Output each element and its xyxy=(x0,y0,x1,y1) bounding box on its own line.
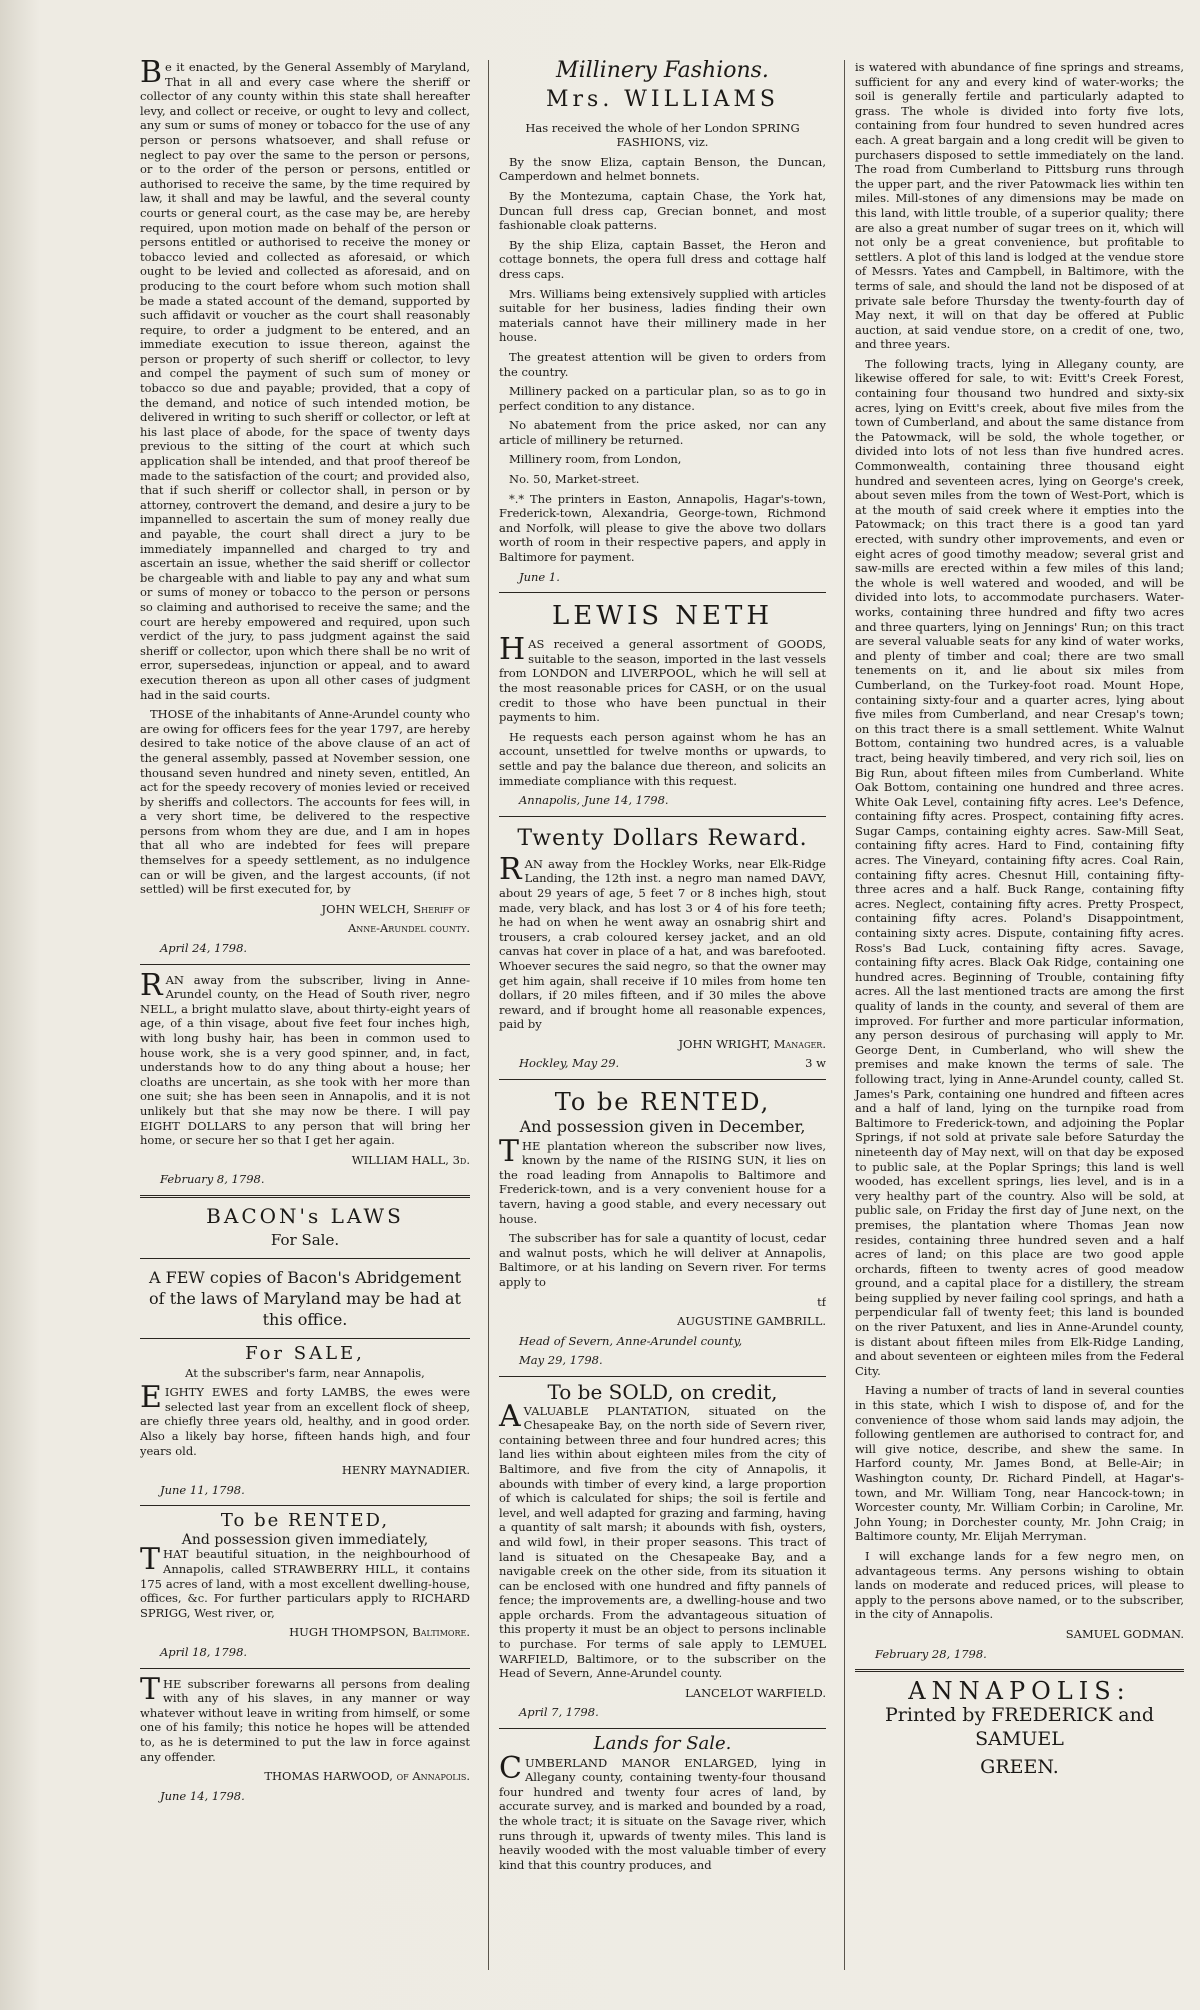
rent-text: THAT beautiful situation, in the neighbourhood of Annapolis, called STRAWBERRY HILL, it contains 175 acres of land, with a most excellent dwelling-house, offices, &c. For further particulars apply to RICHARD SPRIGG, West river, or, xyxy=(140,1542,470,1620)
neth-text: He requests each person against whom he has an account, unsettled for twelve months or upwards, to settle and pay the balance due thereon, and solicits an immediate compliance with this request. xyxy=(499,729,826,788)
sale-subtitle: At the subscriber's farm, near Annapolis, xyxy=(185,1365,425,1380)
sale-text: EIGHTY EWES and forty LAMBS, the ewes were selected last year from an excellent flock of sheep, are chiefly three years old, healthy, and in good order. Also a likely bay horse, fifteen hands high, and four years old. xyxy=(140,1380,470,1458)
insertion-mark: 3 w xyxy=(805,1056,826,1071)
column-3 xyxy=(844,60,1184,1970)
millinery-text: *.* The printers in Easton, Annapolis, Hagar's-town, Frederick-town, Alexandria, George-town, Richmond and Norfolk, will please to give the above two dollars worth of room in their respective papers, and apply in Baltimore for payment. xyxy=(499,491,826,565)
act-text: Be it enacted, by the General Assembly of Maryland, That in all and every case where the sheriff or collector of any county within this state shall hereafter levy, and collect or receive, or ought to levy and collect, any sum or sums of money or tobacco for the use of any person or persons whatsoever, and shall refuse or neglect to pay over the same to the person or persons, or to the order of the person or persons, entitled or authorised to receive the same, by the time required by law, it shall and may be lawful, and the several county courts or general court, as the case may be, are hereby required, upon motion made on behalf of the person or persons entitled or authorised to receive the money or tobacco levied and collected as aforesaid, or which ought to be levied and collected as aforesaid, and on producing to the court before whom such motion shall be made a stated account of the demand, supported by such affidavit or voucher as the court shall reasonably require, to order a judgment to be entered, and an immediate execution to issue thereon, against the person or property of such sheriff or collector, to levy and compel the payment of such sum of money or tobacco so due and payable; provided, that a copy of the demand, and notice of such intended motion, be delivered in writing to such sheriff or collector, or left at his last place of abode, for the space of twenty days previous to the sitting of the court at which such application shall be intended, and that proof thereof be made to the satisfaction of the court; and provided also, that if such sheriff or collector shall, in person or by attorney, controvert the demand, and desire a jury to be impannelled to ascertain the sum of money really due and payable, the court shall direct a jury to be immediately impannelled and charged to try and ascertain an issue, whether the said sheriff or collector be chargeable with and liable to pay any and what sum or sums of money or tobacco to the person or persons so claiming and authorised to receive the same; and the court are hereby empowered and required, upon such verdict of the jury, to pass judgment against the said sheriff or collector, upon which there shall be no writ of error, supersedeas, injunction or appeal, and to award execution thereon as upon all other cases of judgment had in the said courts. xyxy=(140,60,470,702)
neth-title: LEWIS NETH xyxy=(551,601,774,632)
millinery-text: Millinery room, from London, xyxy=(509,452,682,467)
signature: Anne-Arundel county. xyxy=(347,921,470,936)
millinery-title: Millinery Fashions. xyxy=(556,60,769,83)
divider xyxy=(499,1376,826,1377)
runaway-notice: RAN away from the subscriber, living in Anne-Arundel county, on the Head of South river, negro NELL, a bright mulatto slave, about thirty-eight years of age, of a thin visage, about five feet four inches high, with long bushy hair, has been in common used to house work, she is a very good spinner, and, in fact, understands how to do any thing about a house; her cloaths are uncertain, as she took with her more than one suit; she has been seen in Annapolis, and it is not unlikely but that she may now be there. I will pay EIGHT DOLLARS to any person that will bring her home, or secure her so that I get her again. xyxy=(140,967,470,1148)
millinery-text: The greatest attention will be given to orders from the country. xyxy=(499,349,826,379)
divider xyxy=(140,1505,470,1506)
millinery-text: By the ship Eliza, captain Basset, the Heron and cottage bonnets, the opera full dress and cottage half dress caps. xyxy=(499,237,826,281)
reward-title: Twenty Dollars Reward. xyxy=(517,825,808,851)
millinery-name: Mrs. WILLIAMS xyxy=(545,86,780,112)
date-line: June 14, 1798. xyxy=(160,1788,245,1803)
neth-text: HAS received a general assortment of GOODS, suitable to the season, imported in the last vessels from LONDON and LIVERPOOL, which he will sell at the most reasonable prices for CASH, or on the usual credit to those who have been punctual in their payments to him. xyxy=(499,632,826,725)
lands-continued: is watered with abundance of fine springs and streams, sufficient for any and every kind of water-works; the soil is generally fertile and particularly adapted to grass. The whole is divided into forty five lots, containing from four hundred to seven hundred acres each. A great bargain and a long credit will be given to purchasers disposed to settle immediately on the land. The road from Cumberland to Pittsburg runs through the upper part, and the river Patowmack lies within ten miles. Mill-stones of any dimensions may be made on this land, with little trouble, of a superior quality; there are also a great number of sugar trees on it, which will not only be a great convenience, but profitable to settlers. A plot of this land is lodged at the vendue store of Messrs. Yates and Campbell, in Baltimore, with the terms of sale, and should the land not be disposed of at private sale before Thursday the twenty-fourth day of May next, it will on that day be offered at Public auction, at said vendue store, on a credit of one, two, and three years. xyxy=(855,60,1184,352)
rent-subtitle: And possession given immediately, xyxy=(181,1531,429,1548)
sale-title: For SALE, xyxy=(245,1342,365,1364)
signature: JOHN WRIGHT, Manager. xyxy=(678,1036,826,1051)
signature: WILLIAM HALL, 3d. xyxy=(351,1152,470,1167)
lands-continued: Having a number of tracts of land in several counties in this state, which I wish to dispose of, and for the convenience of those whom said lands may adjoin, the following gentlemen are authorised to contract for, and will give notice, describe, and shew the same. In Harford county, Mr. James Bond, at Belle-Air; in Washington county, Dr. Richard Pindell, at Hagar's-town, and Mr. William Tong, near Hancock-town; in Worcester county, Mr. William Corbin; in Caroline, Mr. John Young; in Dorchester county, Mr. John Craig; in Baltimore county, Mr. Elijah Merryman. xyxy=(855,1383,1184,1544)
sold-text: AVALUABLE PLANTATION, situated on the Chesapeake Bay, on the north side of Severn river, containing between three and four hundred acres; this land lies within about eighteen miles from the city of Baltimore, and five from the city of Annapolis, it abounds with timber of every kind, a large proportion of which is calculated for ships; the soil is fertile and level, and well adapted for grazing and farming, having a quantity of salt marsh; it abounds with fish, oysters, and wild fowl, in their proper seasons. This tract of land is situated on the Chesapeake Bay, and a navigable creek on the other side, from its situation it can be enclosed with one hundred and fifty pannels of fence; the improvements are, a dwelling-house and two apple orchards. From the advantageous situation of this property it must be an object to persons inclinable to purchase. For terms of sale apply to LEMUEL WARFIELD, Baltimore, or to the subscriber on the Head of Severn, Anne-Arundel county. xyxy=(499,1398,826,1681)
millinery-text: No abatement from the price asked, nor can any article of millinery be returned. xyxy=(499,418,826,447)
lands-continued: I will exchange lands for a few negro men, on advantageous terms. Any persons wishing to obtain lands on moderate and reduced prices, will please to apply to the persons above named, or to the subscriber, in the city of Annapolis. xyxy=(855,1548,1184,1622)
lands-title: Lands for Sale. xyxy=(593,1733,732,1755)
sold-title: To be SOLD, on credit, xyxy=(547,1379,778,1404)
imprint-line: Printed by FREDERICK and SAMUEL xyxy=(885,1703,1154,1750)
rent-title: To be RENTED, xyxy=(220,1510,390,1532)
date-line: Head of Severn, Anne-Arundel county, xyxy=(519,1333,743,1348)
divider xyxy=(499,816,826,817)
signature: LANCELOT WARFIELD. xyxy=(685,1685,826,1700)
millinery-text: Millinery packed on a particular plan, so as to go in perfect condition to any distance. xyxy=(499,384,826,413)
signature: JOHN WELCH, Sheriff of xyxy=(321,901,470,916)
date-line: Annapolis, June 14, 1798. xyxy=(519,793,669,808)
divider xyxy=(140,1338,470,1339)
date-line: April 7, 1798. xyxy=(519,1705,599,1720)
divider xyxy=(140,1258,470,1259)
rent2-text: THE plantation whereon the subscriber now lives, known by the name of the RISING SUN, it lies on the road leading from Annapolis to Baltimore and Frederick-town, and is a very convenient house for a tavern, having a good stable, and every necessary out house. xyxy=(499,1133,826,1226)
millinery-text: No. 50, Market-street. xyxy=(509,472,640,487)
signature: HENRY MAYNADIER. xyxy=(341,1463,470,1478)
millinery-text: By the Montezuma, captain Chase, the York hat, Duncan full dress cap, Grecian bonnet, and most fashionable cloak patterns. xyxy=(499,188,826,233)
divider xyxy=(140,1668,470,1669)
date-text: Hockley, May 29. xyxy=(519,1056,620,1071)
imprint-line: GREEN. xyxy=(980,1755,1059,1778)
signature: SAMUEL GODMAN. xyxy=(1065,1626,1184,1641)
millinery-text: Has received the whole of her London SPRING FASHIONS, viz. xyxy=(525,120,800,150)
warning-notice: THE subscriber forewarns all persons from dealing with any of his slaves, in any manner or way whatever without leave in writing from himself, or some one of his family; this notice he hopes will be attended to, as he is determined to put the law in force against any offender. xyxy=(140,1671,470,1764)
divider xyxy=(855,1669,1184,1672)
bacon-title: BACON's LAWS xyxy=(206,1203,404,1228)
insertion-mark: tf xyxy=(817,1294,826,1309)
date-line: February 28, 1798. xyxy=(875,1646,987,1661)
sheriff-notice: THOSE of the inhabitants of Anne-Arundel county who are owing for officers fees for the year 1797, are hereby desired to take notice of the above clause of an act of the general assembly, passed at November session, one thousand seven hundred and ninety seven, entitled, An act for the speedy recovery of monies levied or received by sheriffs and collectors. The accounts for fees will, in a very short time, be delivered to the respective persons from whom they are due, and I am in hopes that all who are indebted for fees will prepare themselves for a speedy settlement, as no indulgence can or will be given, and the largest accounts, (if not settled) will be first executed for, by xyxy=(140,707,470,897)
rent2-subtitle: And possession given in December, xyxy=(519,1117,806,1137)
divider xyxy=(140,964,470,965)
millinery-text: Mrs. Williams being extensively supplied with articles suitable for her business, ladies finding their own materials cannot have their millinery made in her house. xyxy=(499,286,826,345)
date-line: April 18, 1798. xyxy=(160,1645,248,1660)
signature: THOMAS HARWOOD, of Annapolis. xyxy=(264,1769,470,1784)
date-line xyxy=(499,1056,826,1071)
signature: HUGH THOMPSON, Baltimore. xyxy=(289,1625,470,1640)
lands-text: CUMBERLAND MANOR ENLARGED, lying in Allegany county, containing twenty-four thousand four hundred and twenty four acres of land, by accurate survey, and is marked and bounded by a road, the whole tract; it is situate on the Savage river, which runs through it, upwards of twenty miles. This land is heavily wooded with the most valuable timber of every kind that this country produces, and xyxy=(499,1750,826,1872)
bacon-subtitle: For Sale. xyxy=(270,1230,340,1249)
reward-text: RAN away from the Hockley Works, near Elk-Ridge Landing, the 12th inst. a negro man named DAVY, about 29 years of age, 5 feet 7 or 8 inches high, stout made, very black, and has lost 3 or 4 of his fore teeth; he had on when he went away an osnabrig shirt and trousers, a crab coloured kersey jacket, and an old canvas hat cover in place of a hat, and was barefooted. Whoever secures the said negro, so that the owner may get him again, shall receive if 10 miles from home ten dollars, if 20 miles fifteen, and if 30 miles the above reward, and if brought home all reasonable expences, paid by xyxy=(499,851,826,1032)
divider xyxy=(499,1079,826,1080)
divider xyxy=(499,1728,826,1729)
rent2-text: The subscriber has for sale a quantity of locust, cedar and walnut posts, which he will deliver at Annapolis, Baltimore, or at his landing on Severn river. For terms apply to xyxy=(499,1231,826,1289)
millinery-text: By the snow Eliza, captain Benson, the Duncan, Camperdown and helmet bonnets. xyxy=(499,154,826,184)
date-line: May 29, 1798. xyxy=(519,1353,603,1368)
bacon-text: A FEW copies of Bacon's Abridgement of the laws of Maryland may be had at this office. xyxy=(148,1267,462,1329)
column-2 xyxy=(488,60,826,1970)
imprint-city: ANNAPOLIS: xyxy=(908,1677,1131,1706)
date-line: February 8, 1798. xyxy=(160,1172,265,1187)
lands-continued: The following tracts, lying in Allegany county, are likewise offered for sale, to wit: Evitt's Creek Forest, containing four thousand two hundred and sixty-six acres, lying on Evitt's creek, about five miles from the town of Cumberland, and about the same distance from the Patowmack, will be sold, the whole together, or divided into lots of not less than five hundred acres. Commonwealth, containing three thousand eight hundred and seventeen acres, lying on George's creek, about seven miles from the town of West-Port, which is at the mouth of said creek where it empties into the Patowmack; on this tract there is a good tan yard erected, with sundry other improvements, and even or eight acres of good timothy meadow; several grist and saw-mills are erected within a few miles of this land; the whole is well watered and wooded, and will be divided into lots, to accommodate purchasers. Water-works, containing three hundred and fifty two acres and three quarters, lying on Jennings' Run; on this tract are several valuable seats for any kind of water works, and plenty of timber and coal; there are two small tenements on it, and lie about six miles from Cumberland, on the Turkey-foot road. Mount Hope, containing sixty-four and a quarter acres, lying about five miles from Cumberland, and near Cresap's town; on this tract there is a small settlement. White Walnut Bottom, containing two hundred acres, is a valuable tract, being heavily timbered, and very rich soil, lies on Big Run, about fifteen miles from Cumberland. White Oak Bottom, containing one hundred and three acres. White Oak Level, containing fifty acres. Lee's Defence, containing fifty acres. Prospect, containing fifty acres. Sugar Camps, containing eighty acres. Saw-Mill Seat, containing fifty acres. Hard to Find, containing fifty acres. The Vineyard, containing fifty acres. Coal Rain, containing fifty acres. Chesnut Hill, containing fifty-three acres and a half. Buck Range, containing fifty acres. Neglect, containing fifty acres. Pretty Prospect, containing fifty acres. Poland's Disappointment, containing sixty acres. Dispute, containing fifty acres. Ross's Bad Luck, containing fifty acres. Savage, containing fifty acres. Black Oak Ridge, containing one hundred acres. Beginning of Trouble, containing fifty acres. All the last mentioned tracts are among the first quality of lands in the county, and several of them are improved. For further and more particular information, any person desirous of purchasing will apply to Mr. George Dent, in Cumberland, who will shew the premises and make known the terms of sale. The following tract, lying in Anne-Arundel county, called St. James's Park, containing one hundred and fifteen acres and a half of land, lying on the turnpike road from Baltimore to Frederick-town, and adjoining the Poplar Springs, if not sold at private sale before Saturday the nineteenth day of May next, will on that day be exposed to public sale, at the Poplar Springs; this land is well wooded, has excellent springs, lies level, and is in a very healthy part of the country. Also will be sold, at public sale, on Friday the first day of June next, on the premises, the plantation where Thomas Jean now resides, containing three hundred seven and a half acres of land; on this place are two good apple orchards, fifteen to twenty acres of good meadow ground, and a capital place for a distillery, the stream being supplied by never failing cool springs, and hath a perpendicular fall of twenty feet; this land is bounded on the river Patuxent, and lies in Anne-Arundel county, is distant about fifteen miles from Elk-Ridge Landing, and about seventeen or eighteen miles from the Federal City. xyxy=(855,356,1184,1378)
rent2-title: To be RENTED, xyxy=(554,1088,771,1117)
divider xyxy=(140,1195,470,1198)
date-line: June 1. xyxy=(519,569,560,584)
signature: AUGUSTINE GAMBRILL. xyxy=(677,1314,826,1329)
column-1 xyxy=(140,60,470,1970)
date-line: June 11, 1798. xyxy=(160,1482,245,1497)
divider xyxy=(499,592,826,593)
date-line: April 24, 1798. xyxy=(160,941,248,956)
